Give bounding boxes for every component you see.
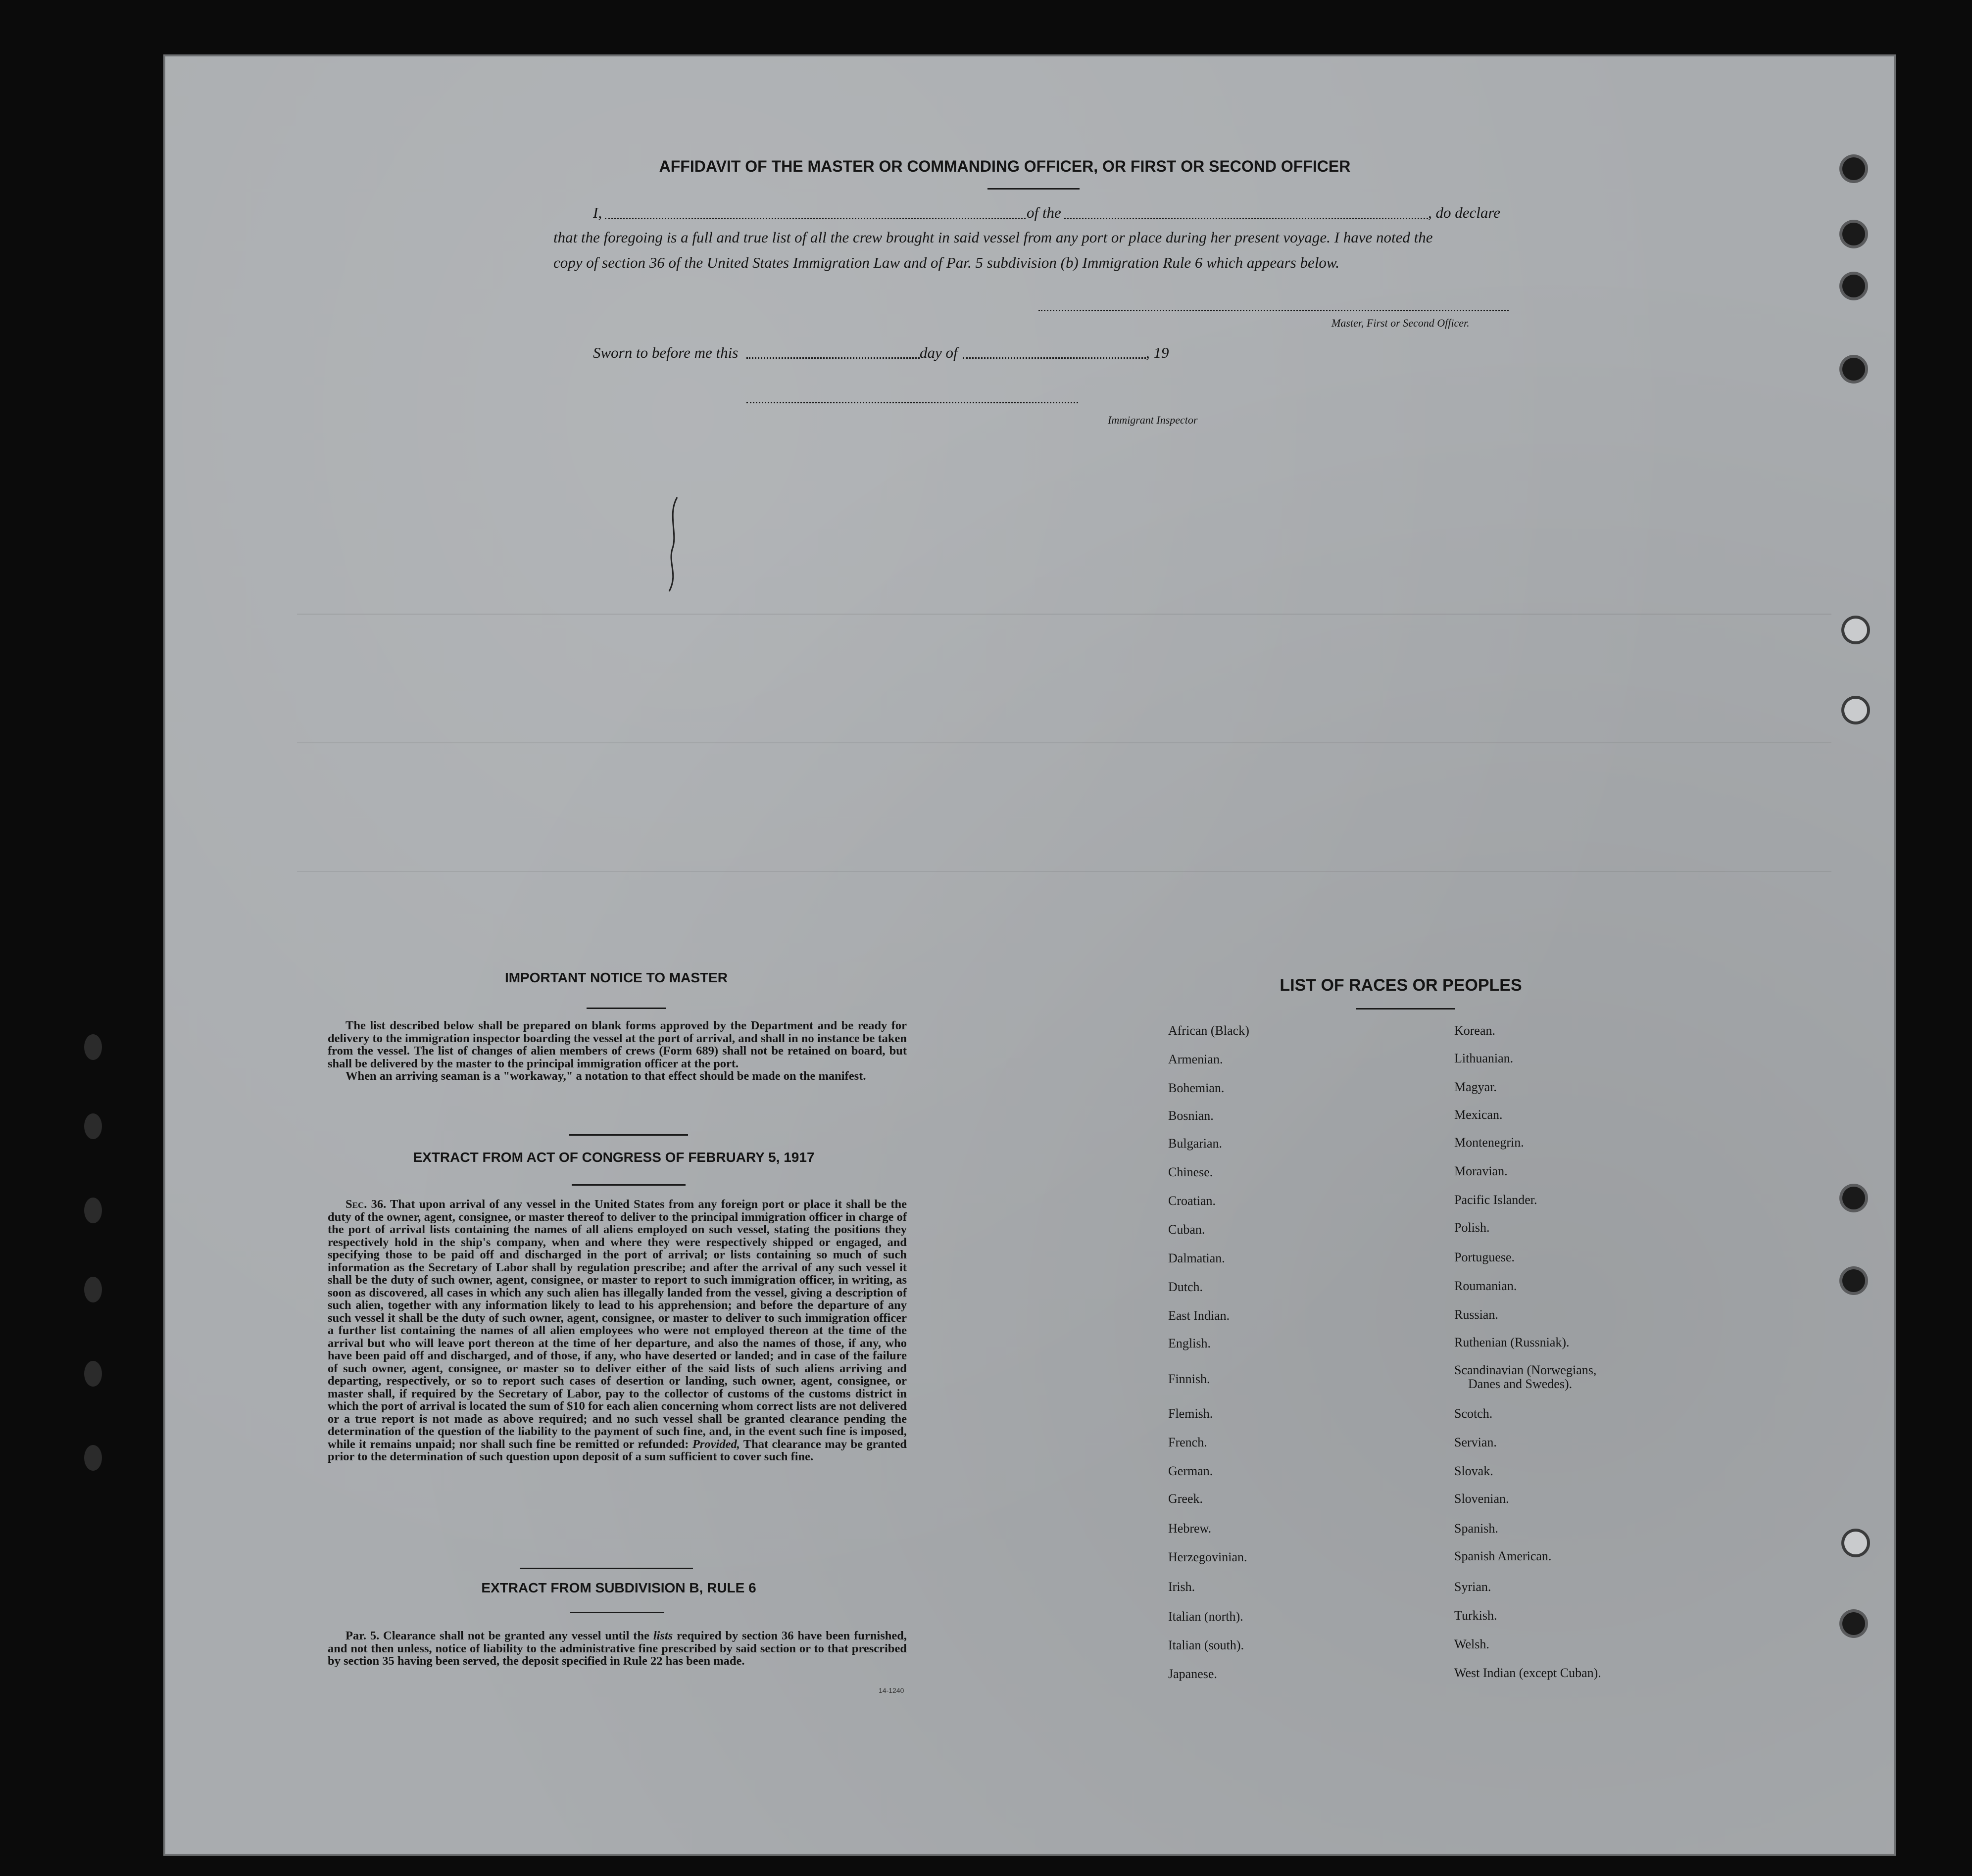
divider xyxy=(1356,1008,1455,1010)
pencil-mark-icon xyxy=(663,495,683,594)
race-item: Bosnian. xyxy=(1168,1108,1214,1123)
binding-hole-icon xyxy=(1842,157,1865,180)
race-item: Dutch. xyxy=(1168,1280,1203,1294)
race-item: German. xyxy=(1168,1464,1213,1478)
race-item: Turkish. xyxy=(1454,1608,1497,1623)
binding-hole-icon xyxy=(1844,699,1867,722)
binding-hole-icon xyxy=(1842,358,1865,381)
binding-hole-icon xyxy=(1844,1532,1867,1554)
master-signature-label: Master, First or Second Officer. xyxy=(1331,317,1470,329)
binding-hole-icon xyxy=(84,1361,102,1387)
binding-hole-icon xyxy=(84,1198,102,1223)
race-item: Moravian. xyxy=(1454,1164,1508,1178)
binding-hole-icon xyxy=(84,1113,102,1139)
sworn-day-field[interactable] xyxy=(746,357,920,359)
race-item: Scandinavian (Norwegians, xyxy=(1454,1363,1597,1377)
race-item: Slovak. xyxy=(1454,1464,1493,1478)
race-item: Greek. xyxy=(1168,1491,1203,1506)
race-item: Magyar. xyxy=(1454,1080,1497,1094)
races-title: LIST OF RACES OR PEOPLES xyxy=(1280,976,1522,995)
race-item: Syrian. xyxy=(1454,1580,1491,1594)
affidavit-i-label: I, xyxy=(593,204,602,221)
race-item: Spanish American. xyxy=(1454,1549,1552,1563)
binding-hole-icon xyxy=(1842,1269,1865,1292)
race-item: Welsh. xyxy=(1454,1637,1489,1651)
divider xyxy=(520,1568,693,1569)
race-item: Portuguese. xyxy=(1454,1250,1515,1264)
race-item: Russian. xyxy=(1454,1307,1498,1322)
affidavit-declare-label: , do declare xyxy=(1428,204,1501,221)
race-item: Servian. xyxy=(1454,1435,1497,1449)
race-item: Bohemian. xyxy=(1168,1081,1225,1095)
divider xyxy=(570,1612,664,1613)
sworn-label: Sworn to before me this xyxy=(593,344,739,361)
race-item: Bulgarian. xyxy=(1168,1136,1223,1151)
race-item: Italian (north). xyxy=(1168,1609,1243,1624)
race-item: Roumanian. xyxy=(1454,1279,1517,1293)
inspector-label: Immigrant Inspector xyxy=(1108,414,1198,426)
affidavit-statement-line: copy of section 36 of the United States Immigration Law and of Par. 5 subdivision (b) Immigration Rule 6 which appears below. xyxy=(553,254,1340,271)
race-item: Italian (south). xyxy=(1168,1638,1244,1652)
affidavit-statement-line: that the foregoing is a full and true list of all the crew brought in said vessel from any port or place during her present voyage. I have noted the xyxy=(553,229,1433,246)
sworn-month-field[interactable] xyxy=(963,357,1146,359)
inspector-signature-field[interactable] xyxy=(746,402,1078,403)
divider xyxy=(587,1008,666,1009)
race-item: Armenian. xyxy=(1168,1052,1223,1066)
vessel-name-field[interactable] xyxy=(1064,218,1428,219)
race-item: Japanese. xyxy=(1168,1667,1217,1681)
race-item: Korean. xyxy=(1454,1023,1496,1038)
race-item: Montenegrin. xyxy=(1454,1135,1524,1150)
race-item: Pacific Islander. xyxy=(1454,1193,1537,1207)
race-item: Spanish. xyxy=(1454,1521,1498,1536)
race-item: Dalmatian. xyxy=(1168,1251,1225,1265)
race-item: Scotch. xyxy=(1454,1406,1493,1421)
notice-paragraph: The list described below shall be prepared on blank forms approved by the Department and be ready for delivery to the immigration inspector boarding the vessel at the port of arrival, and shall in no instance be taken from the vessel. The list of changes of alien members of crews (Form 689) shall not be retained on board, but shall be delivered by the master to the principal immigration officer at the port. When an arriving seaman is a "workaway," a notation to that effect should be made on the manifest. xyxy=(328,1019,907,1083)
year-label: , 19 xyxy=(1146,344,1169,361)
race-item: African (Black) xyxy=(1168,1023,1249,1038)
master-name-field[interactable] xyxy=(605,218,1026,219)
rule-title: EXTRACT FROM SUBDIVISION B, RULE 6 xyxy=(481,1580,756,1595)
divider xyxy=(987,188,1080,190)
race-item: English. xyxy=(1168,1336,1211,1350)
binding-hole-icon xyxy=(1844,619,1867,641)
race-item: Hebrew. xyxy=(1168,1521,1212,1536)
binding-hole-icon xyxy=(84,1445,102,1471)
race-item: West Indian (except Cuban). xyxy=(1454,1666,1601,1680)
divider xyxy=(569,1134,688,1136)
divider xyxy=(572,1184,686,1186)
binding-hole-icon xyxy=(84,1034,102,1060)
binding-hole-icon xyxy=(1842,1187,1865,1209)
race-item: Polish. xyxy=(1454,1220,1490,1235)
race-item: Irish. xyxy=(1168,1580,1195,1594)
race-item: French. xyxy=(1168,1435,1207,1449)
race-item: Croatian. xyxy=(1168,1194,1216,1208)
day-of-label: day of xyxy=(920,344,958,361)
race-item: Herzegovinian. xyxy=(1168,1550,1247,1564)
race-item: East Indian. xyxy=(1168,1308,1230,1323)
notice-title: IMPORTANT NOTICE TO MASTER xyxy=(504,970,728,985)
affidavit-of-the-label: of the xyxy=(1027,204,1061,221)
affidavit-title: AFFIDAVIT OF THE MASTER OR COMMANDING OFFICER, OR FIRST OR SECOND OFFICER xyxy=(659,157,1351,175)
race-item: Finnish. xyxy=(1168,1372,1210,1386)
rule-paragraph: Par. 5. Clearance shall not be granted any vessel until the lists required by section 36 have been furnished, and not then unless, notice of liability to the administrative fine prescribed by said section or to that prescribed by section 35 having been served, the deposit specified in Rule 22 has been made. xyxy=(328,1629,907,1668)
race-item: Ruthenian (Russniak). xyxy=(1454,1335,1570,1349)
form-number: 14-1240 xyxy=(879,1686,904,1694)
binding-hole-icon xyxy=(84,1277,102,1302)
race-item: Cuban. xyxy=(1168,1222,1205,1237)
act-section-36: Sec. 36. That upon arrival of any vessel in the United States from any foreign port or place it shall be the duty of the owner, agent, consignee, or master thereof to deliver to the principal immigration officer in charge of the port of arrival lists containing the names of all aliens employed on such vessel, stating the positions they respectively hold in the ship's company, when and where they were respectively shipped or engaged, and specifying those to be paid off and discharged in the port of arrival; or lists containing so much of such information as the Secretary of Labor shall by regulation prescribe; and after the arrival of any such vessel it shall be the duty of such owner, agent, consignee, or master to report to such immigration officer, in writing, as soon as discovered, all cases in which any such alien has illegally landed from the vessel, giving a description of such alien, together with any information likely to lead to his apprehension; and before the departure of any such vessel it shall be the duty of such owner, agent, consignee, or master to deliver to such immigration officer a further list containing the names of all alien employees who were not employed thereon at the time of the arrival but who will leave port thereon at the time of her departure, and also the names of those, if any, who have been paid off and discharged, and of those, if any, who have deserted or landed; and in case of the failure of such owner, agent, consignee, or master so to deliver either of the said lists of such aliens arriving and departing, respectively, or so to report such cases of desertion or landing, such owner, agent, consignee, or master shall, if required by the Secretary of Labor, pay to the collector of customs of the customs district in which the port of arrival is located the sum of $10 for each alien concerning whom correct lists are not delivered or a true report is not made as above required; and no such vessel shall be granted clearance pending the determination of the question of the liability to the payment of such fine, and, in the event such fine is imposed, while it remains unpaid; nor shall such fine be remitted or refunded: Provided, That clearance may be granted prior to the determination of such question upon deposit of a sum sufficient to cover such fine. xyxy=(328,1198,907,1463)
act-title: EXTRACT FROM ACT OF CONGRESS OF FEBRUARY 5, 1917 xyxy=(413,1150,815,1165)
race-item: Mexican. xyxy=(1454,1107,1503,1122)
binding-hole-icon xyxy=(1842,223,1865,245)
race-item: Flemish. xyxy=(1168,1406,1213,1421)
binding-hole-icon xyxy=(1842,275,1865,297)
race-item: Lithuanian. xyxy=(1454,1051,1514,1065)
master-signature-field[interactable] xyxy=(1038,310,1509,311)
race-item-continued: Danes and Swedes). xyxy=(1468,1377,1573,1391)
race-item: Chinese. xyxy=(1168,1165,1213,1179)
binding-hole-icon xyxy=(1842,1612,1865,1635)
race-item: Slovenian. xyxy=(1454,1491,1509,1506)
